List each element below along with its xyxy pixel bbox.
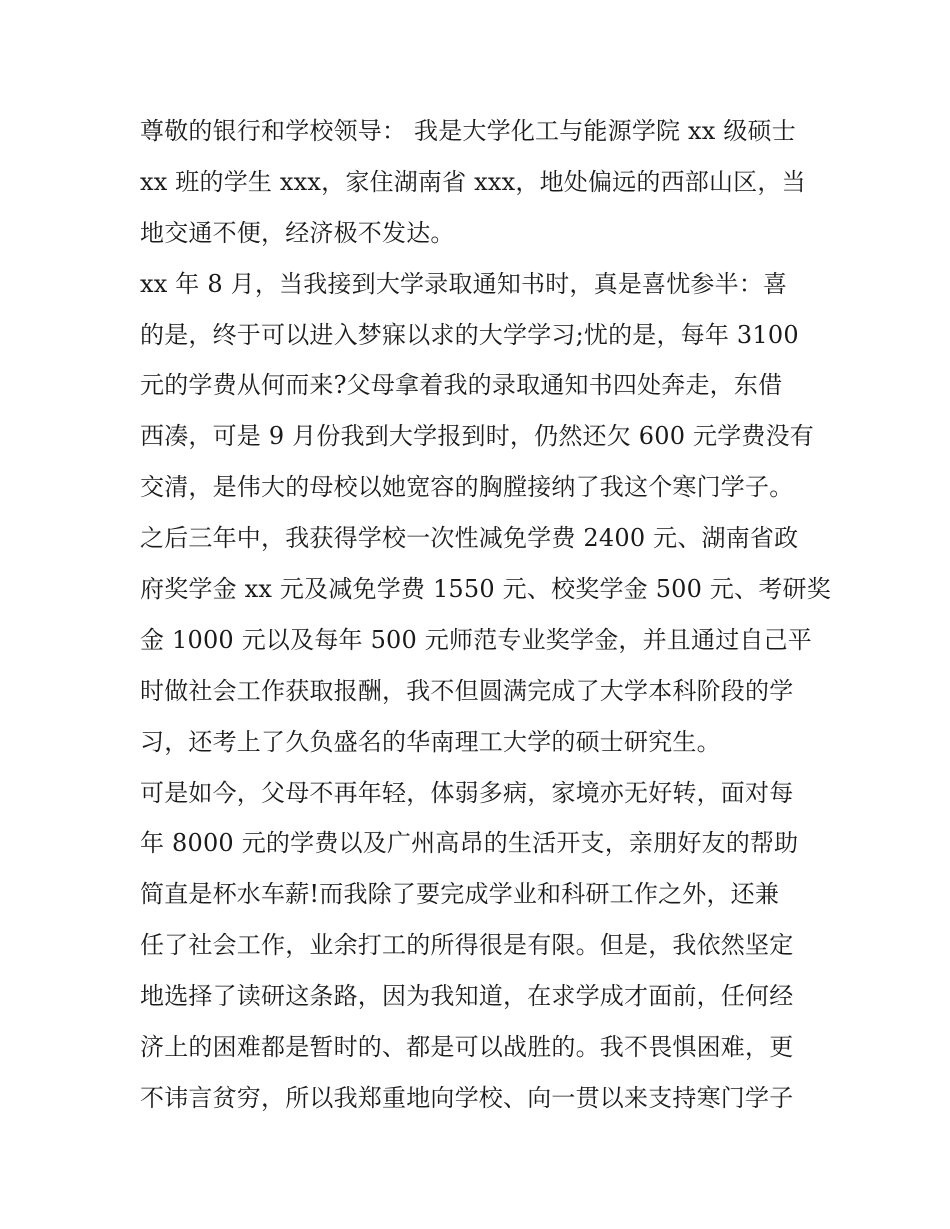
- text-line: xx 班的学生 xxx，家住湖南省 xxx，地处偏远的西部山区，当: [140, 167, 806, 196]
- text-line: 尊敬的银行和学校领导： 我是大学化工与能源学院 xx 级硕士: [140, 117, 796, 145]
- text-line: 可是如今，父母不再年轻，体弱多病，家境亦无好转，面对每: [140, 778, 794, 807]
- text-line: 金 1000 元以及每年 500 元师范专业奖学金，并且通过自己平: [140, 625, 813, 654]
- text-line: 时做社会工作获取报酬，我不但圆满完成了大学本科阶段的学: [140, 676, 794, 705]
- text-line: xx 年 8 月，当我接到大学录取通知书时，真是喜忧参半：喜: [140, 269, 788, 298]
- text-line: 任了社会工作，业余打工的所得很是有限。但是，我依然坚定: [140, 931, 794, 960]
- text-line: 简直是杯水车薪!而我除了要完成学业和科研工作之外，还兼: [140, 880, 780, 909]
- text-line: 西凑，可是 9 月份我到大学报到时，仍然还欠 600 元学费没有: [140, 422, 814, 451]
- letter-body: [140, 106, 831, 1124]
- text-line: 济上的困难都是暂时的、都是可以战胜的。我不畏惧困难，更: [140, 1033, 794, 1062]
- text-line: 的是，终于可以进入梦寐以求的大学学习;忧的是，每年 3100: [140, 320, 799, 349]
- text-line: 地交通不便，经济极不发达。: [140, 218, 455, 247]
- text-line: 府奖学金 xx 元及减免学费 1550 元、校奖学金 500 元、考研奖: [140, 575, 831, 604]
- text-line: 元的学费从何而来?父母拿着我的录取通知书四处奔走，东借: [140, 371, 783, 400]
- text-line: 不讳言贫穷，所以我郑重地向学校、向一贯以来支持寒门学子: [140, 1083, 794, 1112]
- text-line: 习，还考上了久负盛名的华南理工大学的硕士研究生。: [140, 727, 721, 756]
- text-line: 年 8000 元的学费以及广州高昂的生活开支，亲朋好友的帮助: [140, 829, 799, 858]
- text-line: 地选择了读研这条路，因为我知道，在求学成才面前，任何经: [140, 982, 794, 1011]
- text-line: 交清，是伟大的母校以她宽容的胸膛接纳了我这个寒门学子。: [140, 473, 794, 502]
- text-line: 之后三年中，我获得学校一次性减免学费 2400 元、湖南省政: [140, 524, 799, 553]
